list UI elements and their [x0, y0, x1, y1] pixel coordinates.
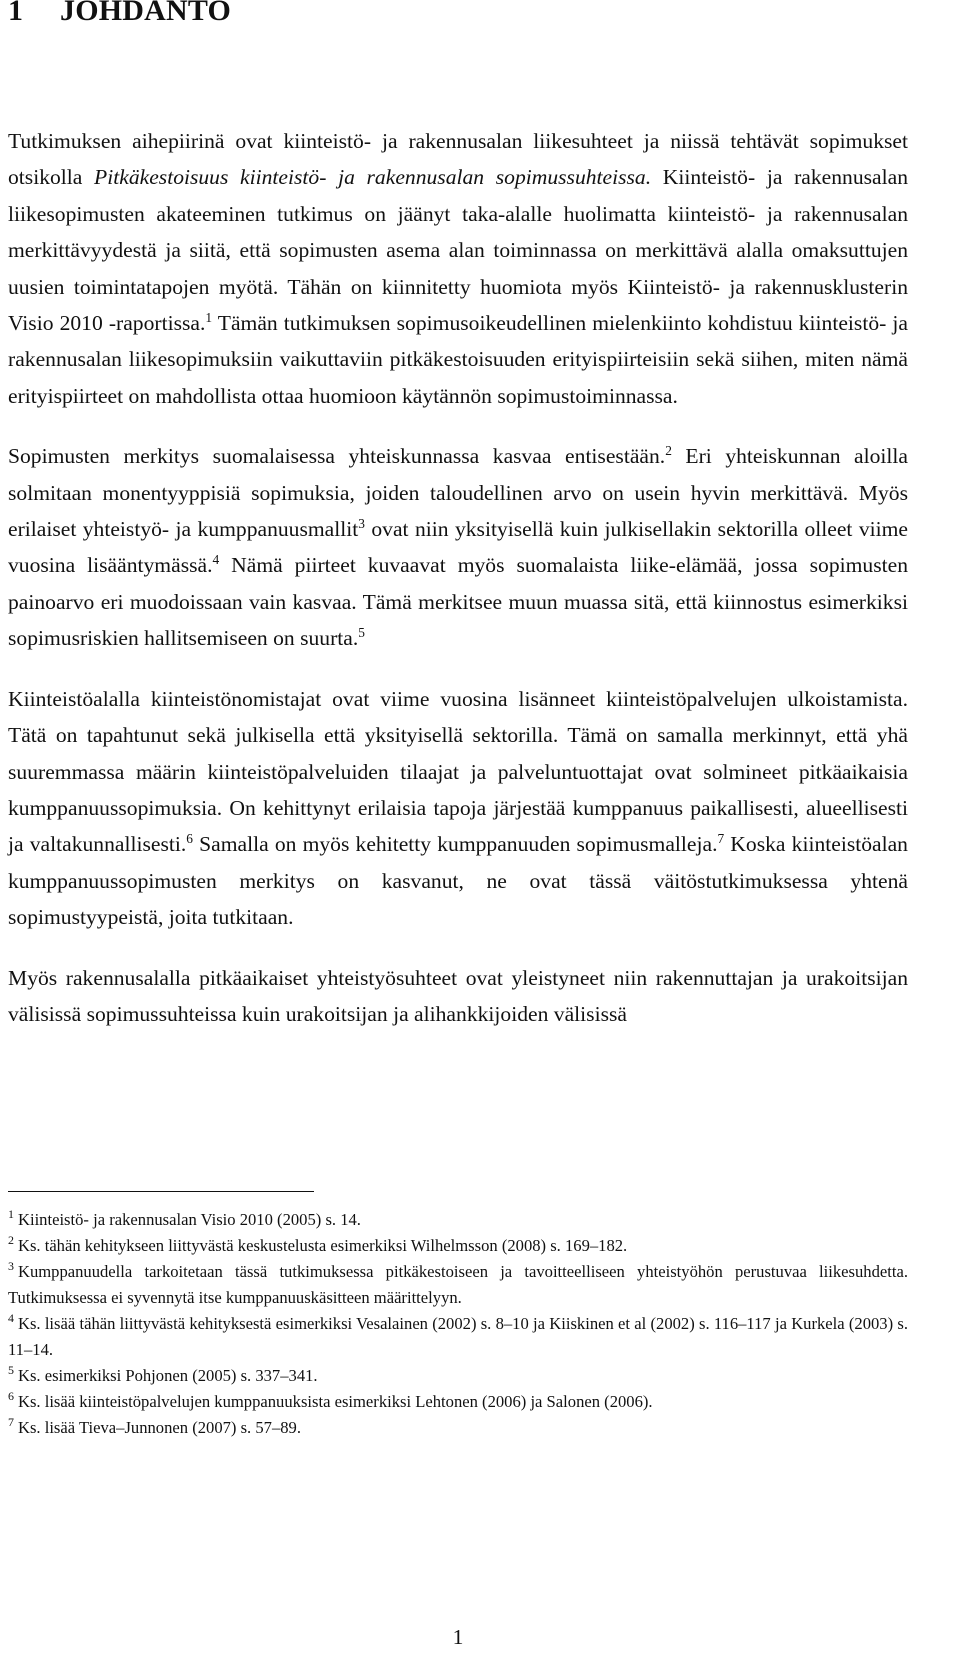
body-paragraph — [8, 960, 908, 1033]
paragraph-text: Nämä piirteet kuvaavat myös suomalaista liike-elämää, jossa sopimusten painoarvo eri muodoissaan vain kasvaa. Tämä merkitsee muun muassa sitä, että kiinnostus esimerkiksi sopimusriskien hallitsemiseen on suurta. — [8, 553, 908, 651]
body-paragraph — [8, 681, 908, 936]
footnote-text: Kumppanuudella tarkoitetaan tässä tutkimuksessa pitkäkestoiseen ja tavoitteelliseen yhteistyöhön perustuvaa liikesuhdetta. Tutkimuksessa ei syvennytä itse kumppanuuskäsitteen määrittelyyn. — [8, 1262, 908, 1307]
footnote-text: Kiinteistö- ja rakennusalan Visio 2010 (2005) s. 14. — [17, 1210, 361, 1229]
footnote-number: 2 — [8, 1233, 14, 1248]
footnote-reference: 4 — [212, 552, 220, 568]
footnote-item — [8, 1311, 908, 1363]
footnote-text: Ks. lisää tähän liittyvästä kehityksestä esimerkiksi Vesalainen (2002) s. 8–10 ja Kiiskinen et al (2002) s. 116–117 ja Kurkela (2003) s. 11–14. — [8, 1314, 908, 1359]
paragraph-text: Eri yhteiskunnan aloilla solmitaan monentyyppisiä sopimuksia, joiden taloudellinen arvo on usein hyvin merkittävä. Myös erilaiset yhteistyö- ja kumppanuusmallit — [8, 444, 908, 542]
footnote-number: 6 — [8, 1389, 14, 1404]
footnote-reference: 6 — [186, 831, 193, 847]
paragraph-text: Koska kiinteistöalan kumppanuussopimusten merkitys on kasvanut, ne ovat tässä väitöstutkimuksessa yhtenä sopimustyypeistä, joita tutkitaan. — [8, 832, 908, 930]
paragraph-text: Sopimusten merkitys suomalaisessa yhteiskunnassa kasvaa entisestään. — [8, 444, 666, 469]
italic-title-text: Pitkäkestoisuus kiinteistö- ja rakennusalan sopimussuhteissa. — [94, 165, 652, 190]
footnote-number: 4 — [8, 1311, 14, 1326]
paragraph-text: Kiinteistö- ja rakennusalan liikesopimusten akateeminen tutkimus on jäänyt taka-alalle huolimatta kiinteistö- ja rakennusalan merkittävyydestä ja siitä, että sopimusten asema alan toiminnassa on merkittävä alalla omaksuttujen uusien toimintatapojen myötä. Tähän on kiinnitetty huomiota myös Kiinteistö- ja rakennusklusterin Visio 2010 -raportissa. — [8, 165, 909, 336]
footnote-reference: 3 — [358, 515, 365, 531]
footnote-item — [8, 1389, 908, 1415]
footnote-item — [8, 1363, 908, 1389]
body-paragraph — [8, 123, 908, 414]
footnote-item — [8, 1415, 908, 1441]
footnote-text: Ks. lisää Tieva–Junnonen (2007) s. 57–89. — [17, 1418, 301, 1437]
footnote-number: 3 — [8, 1259, 14, 1274]
footnote-divider — [8, 1191, 314, 1192]
chapter-heading — [8, 0, 231, 28]
paragraph-text: Tämän tutkimuksen sopimusoikeudellinen mielenkiinto kohdistuu kiinteistö- ja rakennusalan liikesopimuksiin vaikuttaviin pitkäkestoisuuden erityispiirteisiin sekä siihen, miten nämä erityispiirteet on mahdollista ottaa huomioon käytännön sopimustoiminnassa. — [8, 311, 908, 408]
body-text — [8, 123, 908, 1056]
footnote-reference: 2 — [665, 443, 672, 459]
footnote-number: 1 — [8, 1207, 14, 1222]
paragraph-text: Samalla on myös kehitetty kumppanuuden sopimusmalleja. — [192, 832, 718, 857]
footnote-text: Ks. esimerkiksi Pohjonen (2005) s. 337–341. — [17, 1366, 318, 1385]
page-number: 1 — [452, 1625, 464, 1649]
footnote-text: Ks. lisää kiinteistöpalvelujen kumppanuuksista esimerkiksi Lehtonen (2006) ja Salonen (2006). — [17, 1392, 653, 1411]
paragraph-text: Tutkimuksen aihepiirinä ovat kiinteistö- ja rakennusalan liikesuhteet ja niissä tehtävät sopimukset otsikolla — [8, 129, 908, 190]
body-paragraph — [8, 438, 908, 656]
chapter-number: 1 — [8, 0, 24, 27]
paragraph-text: ovat niin yksityisellä kuin julkisellakin sektorilla olleet viime vuosina lisääntymässä. — [8, 517, 908, 578]
paragraph-text: Myös rakennusalalla pitkäaikaiset yhteistyösuhteet ovat yleistyneet niin rakennuttajan ja urakoitsijan välisissä sopimussuhteissa kuin urakoitsijan ja alihankkijoiden välisissä — [8, 965, 908, 1026]
paragraph-text: Kiinteistöalalla kiinteistönomistajat ovat viime vuosina lisänneet kiinteistöpalvelujen ulkoistamista. Tätä on tapahtunut sekä julkisella että yksityisellä sektorilla. Tämä on samalla merkinnyt, että yhä suuremmassa määrin kiinteistöpalveluiden tilaajat ja palveluntuottajat ovat solmineet pitkäaikaisia kumppanuussopimuksia. On kehittynyt erilaisia tapoja järjestää kumppanuus paikallisesti, alueellisesti ja valtakunnallisesti. — [8, 686, 908, 857]
footnote-number: 7 — [8, 1415, 14, 1430]
footnote-number: 5 — [8, 1363, 14, 1378]
footnote-reference: 5 — [358, 625, 365, 641]
footnote-text: Ks. tähän kehitykseen liittyvästä keskustelusta esimerkiksi Wilhelmsson (2008) s. 169–182. — [17, 1236, 628, 1255]
footnote-item — [8, 1207, 908, 1233]
footnote-reference: 1 — [205, 309, 213, 325]
footnote-item — [8, 1259, 908, 1311]
footnote-reference: 7 — [717, 831, 725, 847]
footnotes — [8, 1207, 908, 1441]
footnote-item — [8, 1233, 908, 1259]
chapter-title: JOHDANTO — [60, 0, 232, 27]
